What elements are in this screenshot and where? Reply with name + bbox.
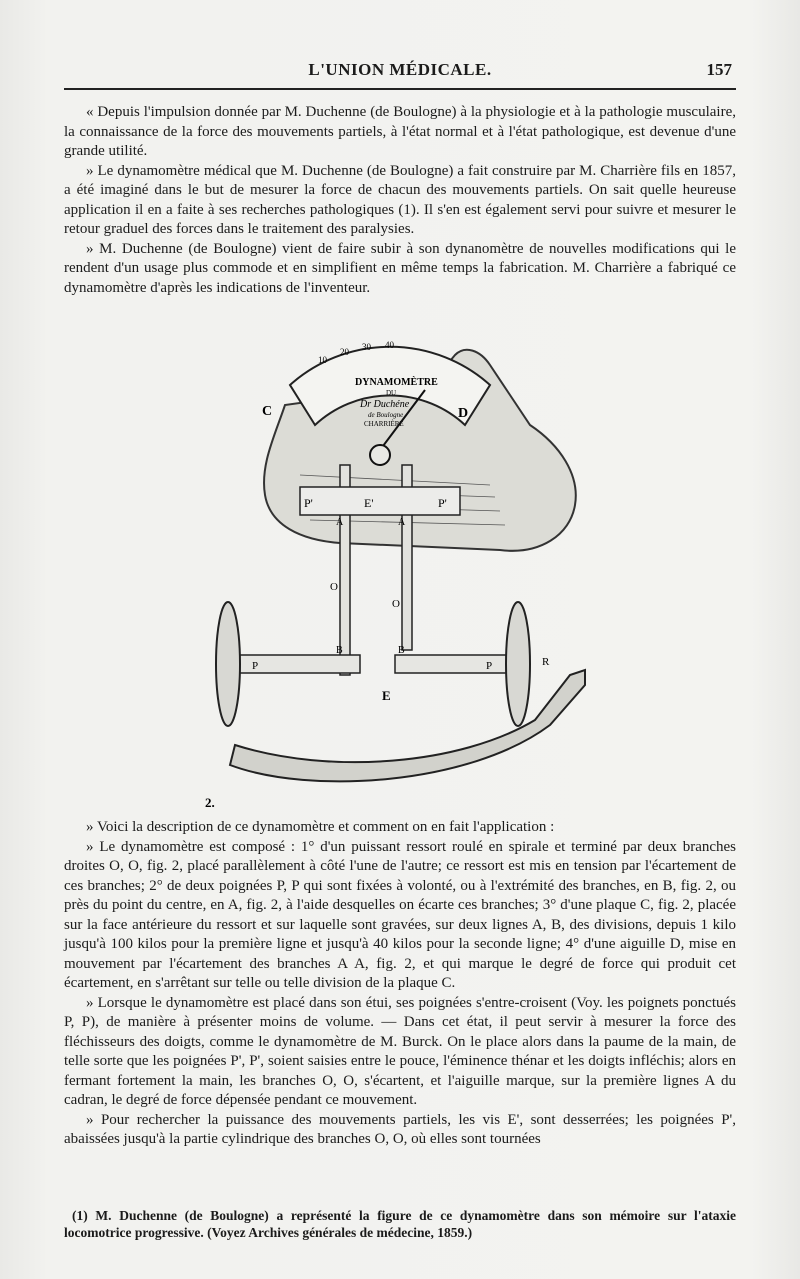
scale-number: 10 [318,355,327,365]
dial-maker: CHARRIÈRE [364,420,404,428]
handle-right [395,655,515,673]
dynamometer-engraving [190,325,610,810]
paragraph: » Le dynamomètre médical que M. Duchenne (de Boulogne) a fait construire par M. Charrière fils en 1857, a été imaginé dans le but de mesurer la force de chacun des mouvements partiels. On sait quelle heureuse application il en a faite à ses recherches pathologiques (1). Il s'en est également servi pour suivre et mesurer le retour graduel des forces dans le traitement des paralysies. [64,162,736,237]
knob-right [506,602,530,726]
label-P-prime-left: P' [304,496,313,510]
label-C: C [262,404,273,419]
paragraph: » M. Duchenne (de Boulogne) vient de faire subir à son dynanomètre de nouvelles modifications qui le rendent d'un usage plus commode et en simplifient en même temps la fabrication. M. Charrière a fabriqué ce dynamomètre d'après les indications de l'inventeur. [64,240,736,296]
handle-upper [300,487,460,515]
dial-dr: Dr Duchéne [360,399,410,410]
running-title: L'UNION MÉDICALE. [308,60,492,79]
footnote-text: (1) M. Duchenne (de Boulogne) a représenté la figure de ce dynamomètre dans son mémoire sur l'ataxie locomotrice progressive. (Voyez Archives générales de médecine, 1859.) [64,1208,736,1240]
dial-du: DU [386,389,397,397]
paragraph: » Le dynamomètre est composé : 1° d'un puissant ressort roulé en spirale et terminé par deux branches droites O, O, fig. 2, placé parallèlement à côté l'une de l'autre; ce ressort est mis en tension par l'écartement de ces branches; 2° de deux poignées P, P qui sont fixées à volonté, ou à l'extrémité des branches, en B, fig. 2, ou près du point du centre, en A, fig. 2, à l'aide desquelles on écarte ces branches; 3° d'une plaque C, fig. 2, placée sur la face antérieure du ressort et sur laquelle sont gravées, sur deux lignes A, B, des divisions, depuis 1 kilo jusqu'à 100 kilos pour la première ligne et jusqu'à 40 kilos pour la seconde ligne; 4° d'une aiguille D, mise en mouvement par l'écartement des branches A A, fig. 2, et qui marque le degré de force qui produit cet écartement, en s'arrêtant sur telle ou telle division de la plaque C. [64,838,736,991]
label-B-left: B [336,645,343,656]
paragraph: « Depuis l'impulsion donnée par M. Duchenne (de Boulogne) à la physiologie et à la pathologie musculaire, la connaissance de la force des mouvements partiels, à l'état normal et à l'état pathologique, est devenue d'une grande utilité. [64,104,736,159]
label-D: D [458,406,469,421]
scale-number: 30 [362,342,371,352]
running-head [64,60,736,86]
paragraph: » Pour rechercher la puissance des mouvements partiels, les vis E', sont desserrées; les poignées P', abaissées jusqu'à la partie cylindrique des branches O, O, où elles sont tournées [64,1111,736,1147]
label-A-right: A [398,517,406,528]
handle-left [230,655,360,673]
label-R: R [542,656,550,668]
paragraph: » Lorsque le dynamomètre est placé dans son étui, ses poignées s'entre-croisent (Voy. les poignets ponctués P, P), de manière à présenter moins de volume. — Dans cet état, il peut servir à mesurer la force des fléchisseurs des doigts, comme le dynamomètre de M. Burck. On le place alors dans la paume de la main, de telle sorte que les poignées P', P', soient saisies entre le pouce, l'éminence thénar et les doigts infléchis; alors en fermant fortement la main, les branches O, O, s'écartent, et l'aiguille marque, sur la première lignes A du cadran, le degré de force dépensée pendant ce mouvement. [64,994,736,1108]
scale-number: 40 [385,340,394,350]
label-P-prime-right: P' [438,496,447,510]
scale-number: 20 [340,347,349,357]
label-P-right: P [486,660,493,672]
dynamometer-illustration [190,325,610,810]
label-O-left: O [330,581,338,593]
knob-left [216,602,240,726]
paragraph: » Voici la description de ce dynamomètre et comment on en fait l'application : [86,819,555,835]
label-P-left: P [252,660,259,672]
spring-hub [370,445,390,465]
label-E-prime: E' [364,496,374,510]
label-E: E [382,688,391,703]
footnote [64,1207,736,1241]
intro-text [64,103,736,298]
dial-place: de Boulogne [368,411,404,419]
description-text [64,818,736,1150]
label-B-right: B [398,645,405,656]
strap [230,670,585,781]
page-number: 157 [706,60,732,79]
dial-title: DYNAMOMÈTRE [355,377,438,388]
label-A-left: A [336,517,344,528]
label-O-right: O [392,598,400,610]
figure-number: 2. [205,795,215,810]
header-rule [64,88,736,90]
